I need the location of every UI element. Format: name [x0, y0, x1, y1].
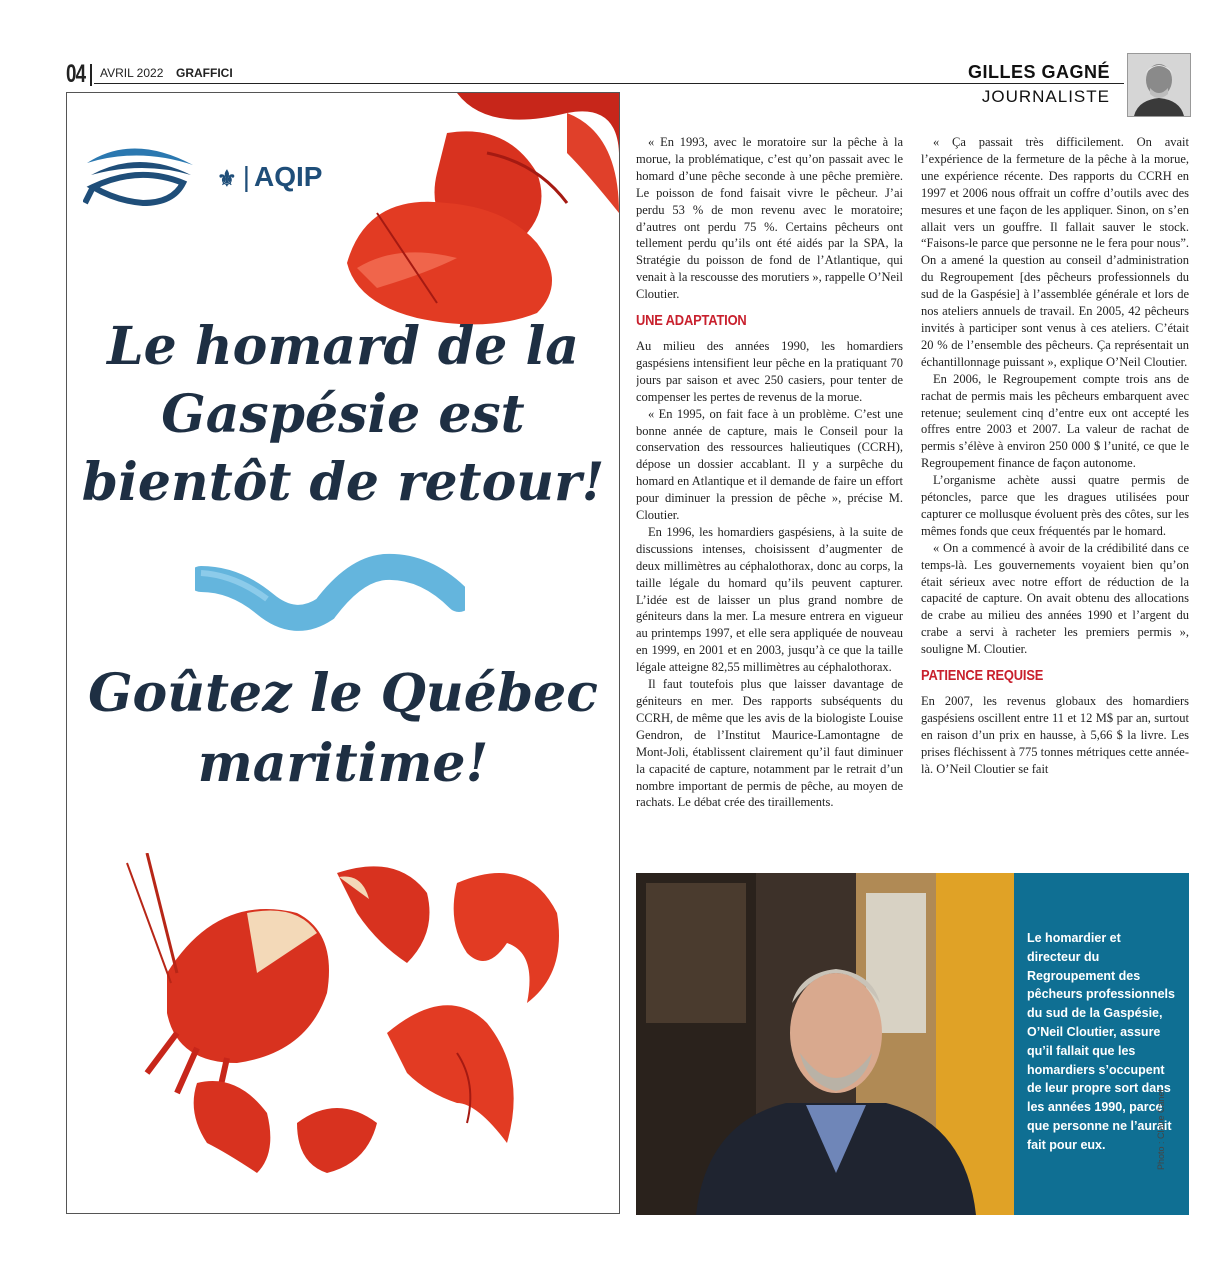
- article-paragraph: « En 1993, avec le moratoire sur la pêche à la morue, la problématique, c’est qu’on passait avec le homard d’une pêche seconde à une pêche première. Le poisson de fond faisait vivre le pêcheur. J’ai perdu 53 % de mon revenu avec le moratoire; d’autres ont perdu 75 %. Certains pêcheurs ont tellement perdu qu’ils ont été aidés par la SPA, la Stratégie du poisson de fond de l’Atlantique, qui venait à la rescousse des morutiers », rappelle O’Neil Cloutier.: [636, 135, 903, 302]
- article-paragraph: En 1996, les homardiers gaspésiens, à la suite de discussions intenses, choisissent d’augmenter de deux millimètres au céphalothorax, donc au corps, la taille légale du homard qu’ils peuvent capturer. L’idée est de laisser un plus grand nombre de géniteurs dans la mer. La mesure entrera en vigueur au printemps 1997, et elle sera appliquée de nouveau en 1999, en 2001 et en 2003, jusqu’à ce que la taille légale atteigne 82,55 millimètres au céphalothorax.: [636, 524, 903, 675]
- advertisement: [66, 92, 620, 1214]
- fish-logo-icon: [83, 135, 201, 207]
- logo-text: AQIP: [254, 161, 323, 192]
- article-paragraph: En 2006, le Regroupement compte trois ans de rachat de permis mais les pêcheurs embarquent avec retenue; seulement cinq d’entre eux ont accepté les offres entre 2003 et 2007. La valeur de rachat de permis s’élève à environ 250 000 $ l’unité, ce que le Regroupement finance de façon autonome.: [921, 371, 1189, 471]
- fleur-de-lis-icon: ⚜: [217, 166, 237, 191]
- page-number-divider: [90, 64, 92, 86]
- author-role: JOURNALISTE: [981, 87, 1110, 106]
- ad-tagline: Goûtez le Québec maritime!: [88, 663, 598, 794]
- author-portrait: [1127, 53, 1191, 117]
- wave-brushstroke-icon: [195, 549, 465, 639]
- article-paragraph: Au milieu des années 1990, les homardiers gaspésiens intensifient leur pêche en la pratiquant 70 jours par saison et avec 250 casiers, pour tenter de compenser les pertes de revenus de la morue.: [636, 338, 903, 404]
- section-heading-adaptation: UNE ADAPTATION: [636, 312, 747, 330]
- author-name: GILLES GAGNÉ: [967, 62, 1110, 82]
- article-paragraph: Il faut toutefois plus que laisser davantage de géniteurs en mer. Des rapports subséquents du CCRH, de même que les avis de la biologiste Louise Gendron, de l’Institut Maurice-Lamontagne de Mont-Joli, établissent clairement qu’il faut diminuer la capacité de capture, notamment par le retrait d’un nombre important de permis de pêche, au moyen de rachats. Le débat crée des tiraillements.: [636, 677, 903, 810]
- author-byline: [968, 62, 1110, 107]
- photo-credit: Photo : Claire Canet: [1156, 1088, 1166, 1170]
- aqip-logo: [217, 161, 322, 193]
- article-paragraph: « On a commencé à avoir de la crédibilité dans ce temps-là. Les gouvernements voyaient bien qu’on était sérieux avec notre effort de réduction de la capacité de capture. On avait obtenu des allocations de crabe au milieu des années 1990 et l’argent du crabe a servi à racheter les premiers permis », souligne M. Cloutier.: [921, 540, 1189, 657]
- article-paragraph: L’organisme achète aussi quatre permis de pétoncles, parce que les dragues utilisées pour capturer ce mollusque évoluent près des côtes, sur les mêmes fonds que ceux fréquentés par le homard.: [921, 473, 1189, 538]
- photo-caption: Le homardier et directeur du Regroupement des pêcheurs professionnels du sud de la Gaspésie, O’Neil Cloutier, assure qu’il fallait que les homardiers s’occupent de leur propre sort dans les années 1990, parce que personne ne l’aurait fait pour eux.: [1027, 931, 1175, 1152]
- ad-headline: Le homard de la Gaspésie est bientôt de retour!: [81, 316, 605, 513]
- publication-name: GRAFFICI: [176, 66, 233, 80]
- logo-divider: |: [242, 161, 251, 192]
- article-paragraph: « Ça passait très difficilement. On avait l’expérience de la fermeture de la pêche à la morue, une expérience récente. Des rapports du CCRH en 1997 et 2006 nous offrait un coffre d’outils avec des mesures et une façon de les appliquer. Sinon, on s’en allait vers un gouffre. Il fallait sauver le stock. “Faisons-le parce que personne ne le fera pour nous”. On a amené la question au conseil d’administration du Regroupement [des pêcheurs professionnels du sud de la Gaspésie] à l’assemblée générale et lors de nos ateliers annuels de travail. En 2005, 42 pêcheurs invités à participer sont venus à ces ateliers. C’était 20 % de l’ensemble des pêcheurs. Ça représentait un échantillonnage puissant », explique O’Neil Cloutier.: [921, 135, 1189, 369]
- lobster-pieces-image: [107, 853, 587, 1193]
- article-column-1: [636, 134, 903, 862]
- article-column-2: [921, 134, 1189, 862]
- page-number: 04: [66, 60, 86, 88]
- lobster-top-image: [337, 93, 619, 333]
- section-heading-patience: PATIENCE REQUISE: [921, 667, 1044, 685]
- article-paragraph: En 2007, les revenus globaux des homardiers gaspésiens oscillent entre 11 et 12 M$ par an, surtout en raison d’un prix en hausse, à 5,66 $ la livre. Les prises fléchissent à 775 tonnes métriques cette année-là. O’Neil Cloutier se fait: [921, 694, 1189, 776]
- article-paragraph: « En 1995, on fait face à un problème. C’est une bonne année de capture, mais le Conseil pour la conservation des ressources halieutiques (CCRH), dépose un dossier accablant. Il y a surpêche du homard en Atlantique et il demande de faire un effort pour diminuer la pression de pêche », précise M. Cloutier.: [636, 406, 903, 523]
- article-photo: [636, 873, 1014, 1215]
- issue-date: AVRIL 2022: [100, 66, 164, 80]
